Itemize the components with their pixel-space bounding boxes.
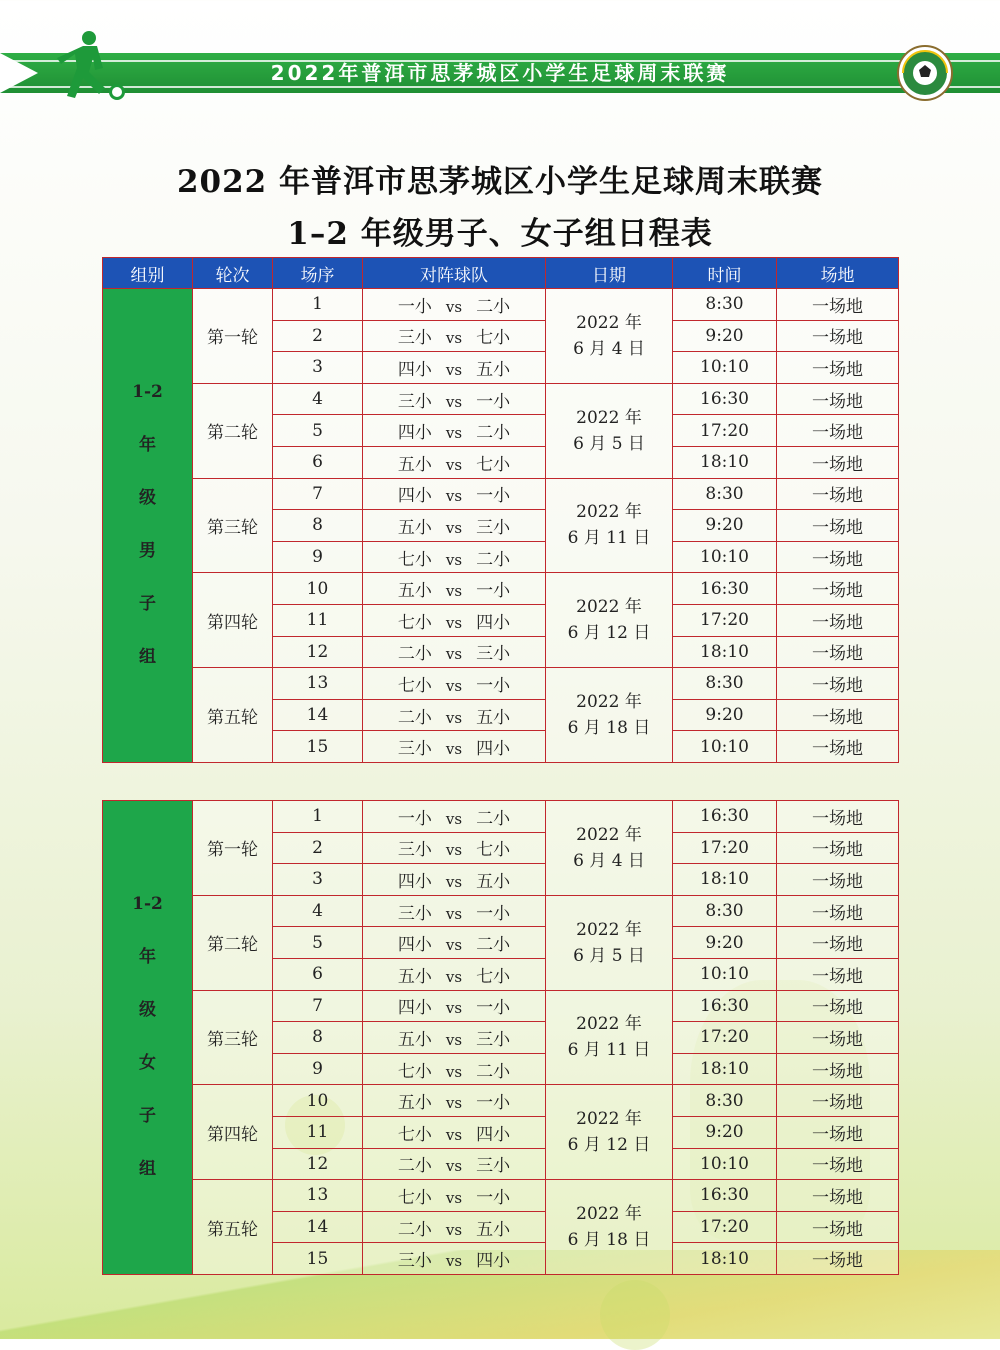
- away-team: 七小: [476, 966, 511, 987]
- away-team: 四小: [476, 1251, 511, 1272]
- home-team: 五小: [397, 517, 432, 538]
- match-number: 13: [273, 668, 363, 700]
- matchup-cell: [363, 1180, 546, 1212]
- home-team: 七小: [397, 675, 432, 696]
- vs-label: vs: [445, 904, 463, 923]
- group-label-char: 年: [139, 947, 156, 968]
- round-cell: 第二轮: [193, 895, 273, 990]
- match-time: 9:20: [673, 510, 777, 542]
- home-team: 二小: [397, 707, 432, 728]
- away-team: 五小: [476, 871, 511, 892]
- match-number: 3: [273, 352, 363, 384]
- match-number: 12: [273, 1148, 363, 1180]
- match-venue: 一场地: [777, 636, 899, 668]
- away-team: 四小: [476, 612, 511, 633]
- home-team: 四小: [397, 871, 432, 892]
- away-team: 二小: [476, 1061, 511, 1082]
- away-team: 七小: [476, 454, 511, 475]
- match-venue: 一场地: [777, 510, 899, 542]
- date-cell: [546, 478, 673, 573]
- away-team: 一小: [476, 581, 511, 602]
- match-venue: 一场地: [777, 1085, 899, 1117]
- vs-label: vs: [445, 424, 463, 443]
- date-day: 6 月 11 日: [567, 528, 651, 549]
- away-team: 四小: [476, 739, 511, 760]
- match-venue: 一场地: [777, 668, 899, 700]
- away-team: 五小: [476, 1219, 511, 1240]
- match-time: 16:30: [673, 573, 777, 605]
- match-number: 14: [273, 1211, 363, 1243]
- match-number: 9: [273, 1053, 363, 1085]
- match-time: 17:20: [673, 1022, 777, 1054]
- match-number: 1: [273, 801, 363, 833]
- table-row: [103, 1085, 899, 1117]
- group-label-char: 组: [139, 1159, 156, 1180]
- away-team: 二小: [476, 296, 511, 317]
- match-venue: 一场地: [777, 289, 899, 321]
- matchup-cell: [363, 731, 546, 763]
- date-day: 6 月 18 日: [567, 718, 651, 739]
- table-row: [103, 573, 899, 605]
- match-time: 18:10: [673, 446, 777, 478]
- match-number: 11: [273, 604, 363, 636]
- background-ball-icon: [600, 1280, 670, 1350]
- match-venue: 一场地: [777, 1053, 899, 1085]
- match-venue: 一场地: [777, 415, 899, 447]
- round-cell: 第四轮: [193, 1085, 273, 1180]
- page-subtitle: 1–2 年级男子、女子组日程表: [287, 216, 713, 252]
- home-team: 五小: [397, 1029, 432, 1050]
- table-row: [103, 289, 899, 321]
- date-year: 2022 年: [576, 1204, 642, 1225]
- match-venue: 一场地: [777, 990, 899, 1022]
- home-team: 三小: [397, 328, 432, 349]
- home-team: 一小: [397, 808, 432, 829]
- date-cell: [546, 289, 673, 384]
- match-venue: 一场地: [777, 1211, 899, 1243]
- matchup-cell: [363, 1053, 546, 1085]
- home-team: 二小: [397, 1156, 432, 1177]
- home-team: 五小: [397, 1093, 432, 1114]
- home-team: 三小: [397, 1251, 432, 1272]
- matchup-cell: [363, 478, 546, 510]
- match-venue: 一场地: [777, 832, 899, 864]
- match-number: 11: [273, 1116, 363, 1148]
- matchup-cell: [363, 415, 546, 447]
- away-team: 一小: [476, 391, 511, 412]
- table-header-row: [103, 258, 899, 289]
- date-cell: [546, 383, 673, 478]
- group-label-char: 1-2: [132, 382, 163, 403]
- date-cell: [546, 990, 673, 1085]
- match-number: 6: [273, 958, 363, 990]
- match-number: 1: [273, 289, 363, 321]
- vs-label: vs: [445, 1030, 463, 1049]
- vs-label: vs: [445, 809, 463, 828]
- match-time: 10:10: [673, 958, 777, 990]
- home-team: 五小: [397, 454, 432, 475]
- match-number: 4: [273, 383, 363, 415]
- match-venue: 一场地: [777, 541, 899, 573]
- date-day: 6 月 12 日: [567, 623, 651, 644]
- match-time: 18:10: [673, 1243, 777, 1275]
- home-team: 五小: [397, 581, 432, 602]
- away-team: 五小: [476, 707, 511, 728]
- group-label-char: 年: [139, 435, 156, 456]
- match-time: 18:10: [673, 1053, 777, 1085]
- round-cell: 第四轮: [193, 573, 273, 668]
- home-team: 五小: [397, 966, 432, 987]
- match-venue: 一场地: [777, 801, 899, 833]
- matchup-cell: [363, 510, 546, 542]
- matchup-cell: [363, 636, 546, 668]
- home-team: 三小: [397, 840, 432, 861]
- away-team: 一小: [476, 486, 511, 507]
- group-label-char: 级: [139, 1000, 156, 1021]
- away-team: 四小: [476, 1124, 511, 1145]
- date-day: 6 月 5 日: [573, 945, 645, 966]
- match-time: 10:10: [673, 541, 777, 573]
- vs-label: vs: [445, 455, 463, 474]
- match-time: 9:20: [673, 927, 777, 959]
- group-label-char: 子: [139, 1106, 156, 1127]
- matchup-cell: [363, 1211, 546, 1243]
- away-team: 二小: [476, 549, 511, 570]
- group-label-char: 男: [139, 541, 156, 562]
- date-cell: [546, 668, 673, 763]
- matchup-cell: [363, 1243, 546, 1275]
- matchup-cell: [363, 383, 546, 415]
- match-number: 10: [273, 573, 363, 605]
- matchup-cell: [363, 573, 546, 605]
- away-team: 一小: [476, 903, 511, 924]
- match-number: 8: [273, 510, 363, 542]
- round-cell: 第三轮: [193, 478, 273, 573]
- match-time: 17:20: [673, 415, 777, 447]
- match-number: 7: [273, 478, 363, 510]
- match-number: 9: [273, 541, 363, 573]
- table-row: [103, 383, 899, 415]
- matchup-cell: [363, 958, 546, 990]
- away-team: 三小: [476, 517, 511, 538]
- match-time: 8:30: [673, 478, 777, 510]
- round-cell: 第一轮: [193, 289, 273, 384]
- match-time: 16:30: [673, 383, 777, 415]
- home-team: 七小: [397, 1124, 432, 1145]
- date-year: 2022 年: [576, 692, 642, 713]
- vs-label: vs: [445, 1157, 463, 1176]
- match-venue: 一场地: [777, 927, 899, 959]
- vs-label: vs: [445, 676, 463, 695]
- round-cell: 第五轮: [193, 668, 273, 763]
- header-date: 日期: [546, 258, 673, 289]
- home-team: 四小: [397, 935, 432, 956]
- home-team: 三小: [397, 903, 432, 924]
- match-venue: 一场地: [777, 864, 899, 896]
- match-venue: 一场地: [777, 383, 899, 415]
- header-teams: 对阵球队: [363, 258, 546, 289]
- away-team: 一小: [476, 675, 511, 696]
- match-venue: 一场地: [777, 446, 899, 478]
- header-match-no: 场序: [273, 258, 363, 289]
- match-time: 18:10: [673, 864, 777, 896]
- vs-label: vs: [445, 1220, 463, 1239]
- match-time: 8:30: [673, 895, 777, 927]
- match-venue: 一场地: [777, 1180, 899, 1212]
- table-row: [103, 668, 899, 700]
- vs-label: vs: [445, 967, 463, 986]
- matchup-cell: [363, 668, 546, 700]
- match-time: 10:10: [673, 1148, 777, 1180]
- banner-title: 2022年普洱市思茅城区小学生足球周末联赛: [270, 61, 730, 85]
- matchup-cell: [363, 699, 546, 731]
- match-venue: 一场地: [777, 573, 899, 605]
- home-team: 二小: [397, 1219, 432, 1240]
- away-team: 二小: [476, 423, 511, 444]
- page-title: 2022 年普洱市思茅城区小学生足球周末联赛: [176, 164, 824, 200]
- date-day: 6 月 4 日: [573, 338, 645, 359]
- date-year: 2022 年: [576, 1014, 642, 1035]
- match-number: 2: [273, 832, 363, 864]
- date-day: 6 月 18 日: [567, 1230, 651, 1251]
- match-time: 9:20: [673, 699, 777, 731]
- table-row: [103, 895, 899, 927]
- home-team: 七小: [397, 549, 432, 570]
- vs-label: vs: [445, 1252, 463, 1271]
- schedule-table-girls: [102, 800, 899, 1275]
- match-venue: 一场地: [777, 1243, 899, 1275]
- matchup-cell: [363, 895, 546, 927]
- matchup-cell: [363, 832, 546, 864]
- date-cell: [546, 573, 673, 668]
- header-round: 轮次: [193, 258, 273, 289]
- vs-label: vs: [445, 841, 463, 860]
- match-time: 9:20: [673, 320, 777, 352]
- matchup-cell: [363, 541, 546, 573]
- vs-label: vs: [445, 487, 463, 506]
- group-label-char: 1-2: [132, 894, 163, 915]
- match-number: 5: [273, 927, 363, 959]
- date-year: 2022 年: [576, 597, 642, 618]
- date-year: 2022 年: [576, 1109, 642, 1130]
- match-time: 9:20: [673, 1116, 777, 1148]
- date-year: 2022 年: [576, 919, 642, 940]
- match-venue: 一场地: [777, 604, 899, 636]
- soccer-player-icon: [45, 28, 135, 108]
- match-number: 2: [273, 320, 363, 352]
- table-row: [103, 801, 899, 833]
- table-row: [103, 990, 899, 1022]
- away-team: 一小: [476, 1187, 511, 1208]
- match-number: 15: [273, 731, 363, 763]
- match-number: 10: [273, 1085, 363, 1117]
- matchup-cell: [363, 352, 546, 384]
- matchup-cell: [363, 289, 546, 321]
- match-time: 16:30: [673, 990, 777, 1022]
- round-cell: 第二轮: [193, 383, 273, 478]
- match-number: 15: [273, 1243, 363, 1275]
- date-cell: [546, 1180, 673, 1275]
- home-team: 四小: [397, 998, 432, 1019]
- round-cell: 第五轮: [193, 1180, 273, 1275]
- vs-label: vs: [445, 392, 463, 411]
- vs-label: vs: [445, 740, 463, 759]
- group-label: [103, 801, 193, 1275]
- vs-label: vs: [445, 1188, 463, 1207]
- match-venue: 一场地: [777, 1022, 899, 1054]
- league-badge-icon: [897, 45, 953, 101]
- match-time: 8:30: [673, 668, 777, 700]
- away-team: 二小: [476, 935, 511, 956]
- vs-label: vs: [445, 645, 463, 664]
- match-number: 8: [273, 1022, 363, 1054]
- match-number: 4: [273, 895, 363, 927]
- home-team: 七小: [397, 1187, 432, 1208]
- matchup-cell: [363, 604, 546, 636]
- matchup-cell: [363, 990, 546, 1022]
- vs-label: vs: [445, 360, 463, 379]
- matchup-cell: [363, 864, 546, 896]
- schedule-table-boys: [102, 257, 899, 763]
- matchup-cell: [363, 446, 546, 478]
- header-time: 时间: [673, 258, 777, 289]
- group-label: [103, 289, 193, 763]
- group-label-char: 级: [139, 488, 156, 509]
- match-number: 13: [273, 1180, 363, 1212]
- match-venue: 一场地: [777, 699, 899, 731]
- date-year: 2022 年: [576, 407, 642, 428]
- vs-label: vs: [445, 1125, 463, 1144]
- home-team: 四小: [397, 486, 432, 507]
- date-cell: [546, 1085, 673, 1180]
- match-number: 14: [273, 699, 363, 731]
- matchup-cell: [363, 1085, 546, 1117]
- round-cell: 第三轮: [193, 990, 273, 1085]
- date-day: 6 月 11 日: [567, 1040, 651, 1061]
- date-day: 6 月 4 日: [573, 850, 645, 871]
- vs-label: vs: [445, 613, 463, 632]
- date-cell: [546, 895, 673, 990]
- matchup-cell: [363, 1116, 546, 1148]
- header-group: 组别: [103, 258, 193, 289]
- matchup-cell: [363, 1022, 546, 1054]
- vs-label: vs: [445, 936, 463, 955]
- group-label-char: 女: [139, 1053, 156, 1074]
- date-cell: [546, 801, 673, 896]
- away-team: 七小: [476, 328, 511, 349]
- date-day: 6 月 5 日: [573, 433, 645, 454]
- vs-label: vs: [445, 518, 463, 537]
- vs-label: vs: [445, 1062, 463, 1081]
- home-team: 三小: [397, 391, 432, 412]
- match-time: 8:30: [673, 289, 777, 321]
- away-team: 三小: [476, 644, 511, 665]
- vs-label: vs: [445, 872, 463, 891]
- match-time: 18:10: [673, 636, 777, 668]
- group-label-char: 组: [139, 647, 156, 668]
- matchup-cell: [363, 801, 546, 833]
- vs-label: vs: [445, 582, 463, 601]
- match-venue: 一场地: [777, 478, 899, 510]
- match-number: 3: [273, 864, 363, 896]
- match-time: 17:20: [673, 604, 777, 636]
- vs-label: vs: [445, 550, 463, 569]
- match-venue: 一场地: [777, 895, 899, 927]
- group-label-char: 子: [139, 594, 156, 615]
- away-team: 七小: [476, 840, 511, 861]
- away-team: 二小: [476, 808, 511, 829]
- vs-label: vs: [445, 329, 463, 348]
- match-time: 8:30: [673, 1085, 777, 1117]
- away-team: 三小: [476, 1029, 511, 1050]
- away-team: 三小: [476, 1156, 511, 1177]
- home-team: 七小: [397, 612, 432, 633]
- home-team: 三小: [397, 739, 432, 760]
- match-venue: 一场地: [777, 958, 899, 990]
- match-number: 12: [273, 636, 363, 668]
- match-time: 16:30: [673, 801, 777, 833]
- matchup-cell: [363, 320, 546, 352]
- vs-label: vs: [445, 708, 463, 727]
- table-row: [103, 1180, 899, 1212]
- home-team: 二小: [397, 644, 432, 665]
- away-team: 一小: [476, 1093, 511, 1114]
- home-team: 四小: [397, 423, 432, 444]
- date-year: 2022 年: [576, 824, 642, 845]
- date-day: 6 月 12 日: [567, 1135, 651, 1156]
- date-year: 2022 年: [576, 312, 642, 333]
- match-number: 6: [273, 446, 363, 478]
- vs-label: vs: [445, 999, 463, 1018]
- match-number: 7: [273, 990, 363, 1022]
- home-team: 四小: [397, 359, 432, 380]
- away-team: 五小: [476, 359, 511, 380]
- home-team: 一小: [397, 296, 432, 317]
- match-venue: 一场地: [777, 320, 899, 352]
- match-time: 10:10: [673, 352, 777, 384]
- match-time: 16:30: [673, 1180, 777, 1212]
- match-venue: 一场地: [777, 1116, 899, 1148]
- vs-label: vs: [445, 1094, 463, 1113]
- round-cell: 第一轮: [193, 801, 273, 896]
- away-team: 一小: [476, 998, 511, 1019]
- match-time: 10:10: [673, 731, 777, 763]
- vs-label: vs: [445, 297, 463, 316]
- header-venue: 场地: [777, 258, 899, 289]
- match-venue: 一场地: [777, 1148, 899, 1180]
- date-year: 2022 年: [576, 502, 642, 523]
- home-team: 七小: [397, 1061, 432, 1082]
- match-time: 17:20: [673, 1211, 777, 1243]
- match-venue: 一场地: [777, 731, 899, 763]
- table-row: [103, 478, 899, 510]
- matchup-cell: [363, 927, 546, 959]
- match-venue: 一场地: [777, 352, 899, 384]
- matchup-cell: [363, 1148, 546, 1180]
- match-time: 17:20: [673, 832, 777, 864]
- match-number: 5: [273, 415, 363, 447]
